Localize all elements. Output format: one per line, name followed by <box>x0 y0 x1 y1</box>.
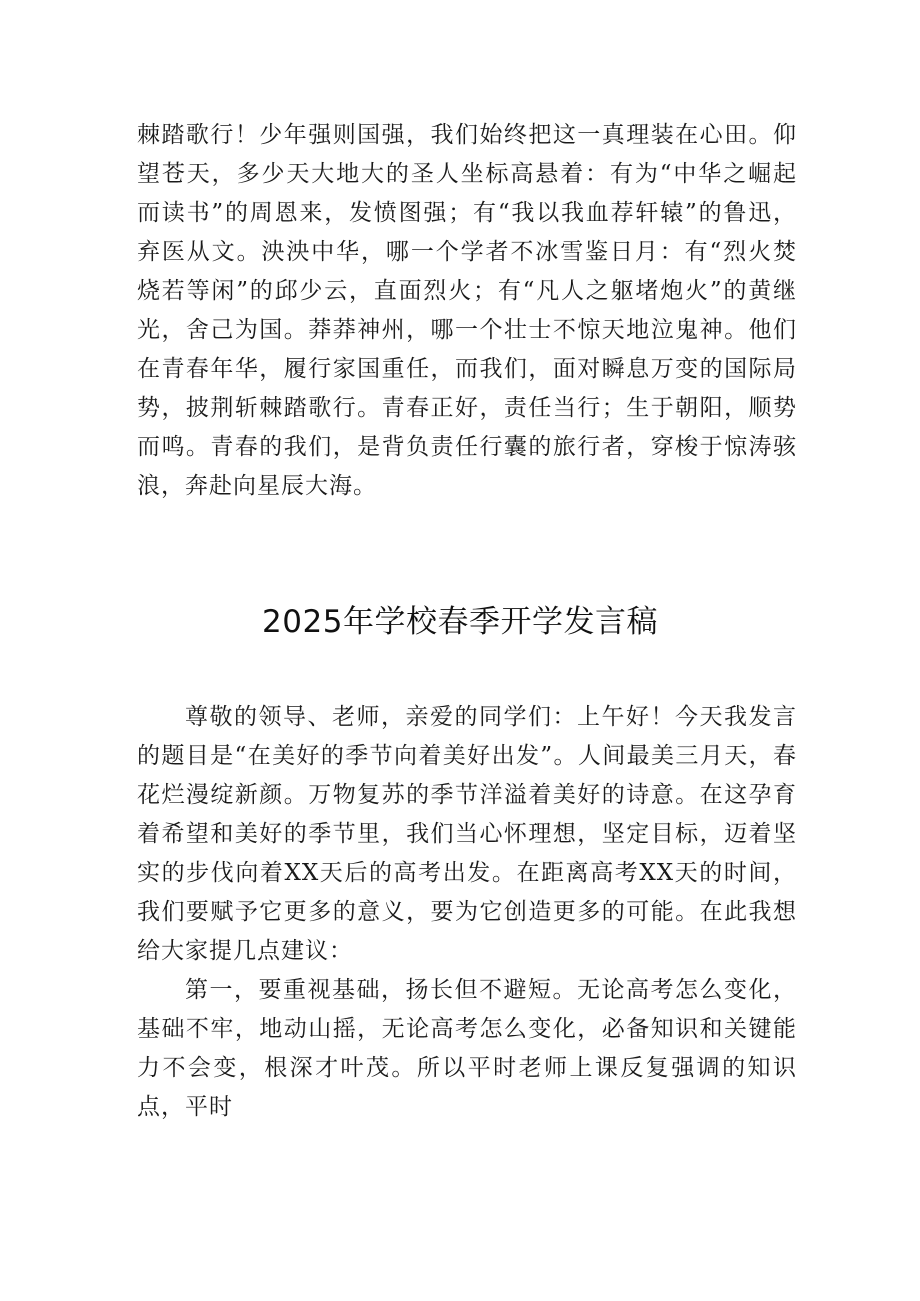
speech-body <box>137 698 797 1127</box>
previous-section-text <box>137 116 797 506</box>
speech-paragraph-point-one: 第一，要重视基础，扬长但不避短。无论高考怎么变化，基础不牢，地动山摇，无论高考怎么变化，必备知识和关键能力不会变，根深才叶茂。所以平时老师上课反复强调的知识点，平时 <box>137 977 797 1120</box>
document-title: 2025年学校春季开学发言稿 <box>262 604 658 640</box>
continued-paragraph: 棘踏歌行！少年强则国强，我们始终把这一真理装在心田。仰望苍天，多少天大地大的圣人坐标高悬着：有为“中华之崛起而读书”的周恩来，发愤图强；有“我以我血荐轩辕”的鲁迅，弃医从文。泱泱中华，哪一个学者不冰雪鉴日月：有“烈火焚烧若等闲”的邱少云，直面烈火；有“凡人之躯堵炮火”的黄继光，舍己为国。莽莽神州，哪一个壮士不惊天地泣鬼神。他们在青春年华，履行家国重任，而我们，面对瞬息万变的国际局势，披荆斩棘踏歌行。青春正好，责任当行；生于朝阳，顺势而鸣。青春的我们，是背负责任行囊的旅行者，穿梭于惊涛骇浪，奔赴向星辰大海。 <box>137 122 797 499</box>
speech-paragraph-opening: 尊敬的领导、老师，亲爱的同学们：上午好！今天我发言的题目是“在美好的季节向着美好出发”。人间最美三月天，春花烂漫绽新颜。万物复苏的季节洋溢着美好的诗意。在这孕育着希望和美好的季节里，我们当心怀理想，坚定目标，迈着坚实的步伐向着XX天后的高考出发。在距离高考XX天的时间，我们要赋予它更多的意义，要为它创造更多的可能。在此我想给大家提几点建议： <box>137 704 797 964</box>
